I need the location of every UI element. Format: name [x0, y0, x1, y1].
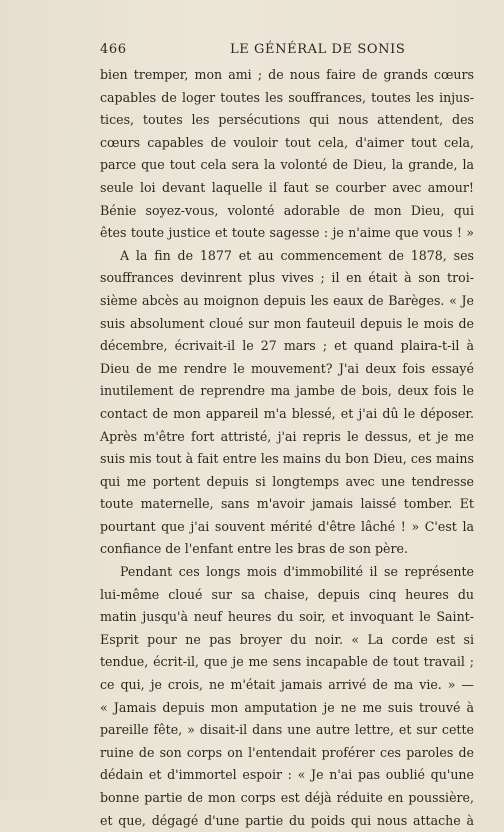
- text-line: parce que tout cela sera la volonté de Dieu, la grande, la: [100, 157, 474, 173]
- text-line: lui-même cloué sur sa chaise, depuis cinq heures du: [100, 586, 474, 602]
- text-line: sième abcès au moignon depuis les eaux de Barèges. « Je: [100, 292, 474, 308]
- text-line: « Jamais depuis mon amputation je ne me suis trouvé à: [100, 699, 474, 715]
- text-line: contact de mon appareil m'a blessé, et j'ai dû le déposer.: [100, 405, 474, 421]
- text-line: toute maternelle, sans m'avoir jamais laissé tomber. Et: [100, 496, 474, 512]
- text-line: cœurs capables de vouloir tout cela, d'aimer tout cela,: [100, 134, 474, 150]
- text-line: qui me portent depuis si longtemps avec une tendresse: [100, 473, 474, 489]
- text-line: souffrances devinrent plus vives ; il en était à son troi-: [100, 270, 474, 286]
- text-line: décembre, écrivait-il le 27 mars ; et quand plaira-t-il à: [100, 338, 474, 354]
- text-line: bien tremper, mon ami ; de nous faire de grands cœurs: [100, 67, 474, 82]
- text-line: capables de loger toutes les souffrances, toutes les injus-: [100, 89, 474, 105]
- page-number: 466: [100, 42, 127, 57]
- text-line: bonne partie de mon corps est déjà réduite en poussière,: [100, 790, 474, 805]
- text-line: suis absolument cloué sur mon fauteuil depuis le mois de: [100, 315, 474, 331]
- text-line: Après m'être fort attristé, j'ai repris le dessus, et je me: [100, 428, 474, 444]
- text-line: tendue, écrit-il, que je me sens incapable de tout travail ;: [100, 654, 474, 670]
- text-line: suis mis tout à fait entre les mains du bon Dieu, ces mains: [100, 451, 474, 467]
- text-line: tices, toutes les persécutions qui nous attendent, des: [100, 112, 474, 128]
- text-line: seule loi devant laquelle il faut se courber avec amour!: [100, 179, 474, 195]
- paragraph-end-line: confiance de l'enfant entre les bras de son père.: [100, 541, 408, 557]
- text-line: êtes toute justice et toute sagesse : je n'aime que vous ! »: [100, 225, 474, 241]
- running-head: [100, 42, 474, 60]
- running-title: LE GÉNÉRAL DE SONIS: [230, 42, 406, 57]
- paragraph-start-line: A la fin de 1877 et au commencement de 1878, ses: [120, 247, 474, 263]
- text-line: Bénie soyez-vous, volonté adorable de mon Dieu, qui: [100, 202, 474, 218]
- text-line: Esprit pour ne pas broyer du noir. « La corde est si: [100, 631, 474, 647]
- text-line: pourtant que j'ai souvent mérité d'être lâché ! » C'est la: [100, 518, 474, 534]
- text-line: pareille fête, » disait-il dans une autre lettre, et sur cette: [100, 722, 474, 738]
- paragraph-start-line: Pendant ces longs mois d'immobilité il se représente: [120, 564, 474, 580]
- text-line: ce qui, je crois, ne m'était jamais arrivé de ma vie. » —: [100, 677, 474, 693]
- text-line: et que, dégagé d'une partie du poids qui nous attache à: [100, 812, 474, 828]
- text-line: dédain et d'immortel espoir : « Je n'ai pas oublié qu'une: [100, 767, 474, 783]
- text-line: Dieu de me rendre le mouvement? J'ai deux fois essayé: [100, 360, 474, 376]
- text-line: ruine de son corps on l'entendait proférer ces paroles de: [100, 744, 474, 760]
- text-line: matin jusqu'à neuf heures du soir, et invoquant le Saint-: [100, 609, 474, 625]
- text-line: inutilement de reprendre ma jambe de bois, deux fois le: [100, 383, 474, 399]
- body-text: [100, 64, 474, 832]
